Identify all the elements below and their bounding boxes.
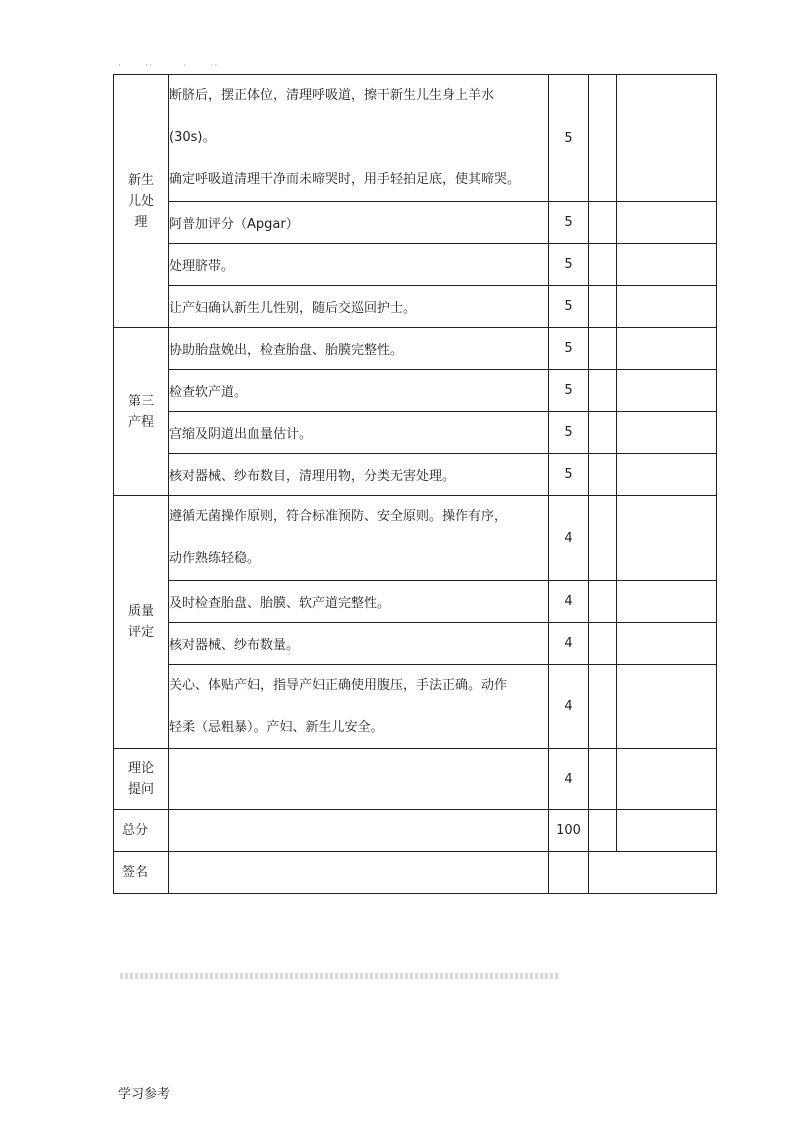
remark-cell — [617, 810, 717, 852]
remark-cell — [617, 665, 717, 749]
item-text: 处理脐带。 — [169, 244, 549, 286]
footer-text: 学习参考 — [118, 1087, 171, 1102]
remark-cell — [617, 286, 717, 328]
header-marks: · ·· · ·· — [118, 61, 219, 71]
section-category: 理论 提问 — [114, 749, 169, 810]
total-blank — [169, 810, 549, 852]
score: 5 — [549, 75, 589, 202]
deduction-cell — [589, 496, 617, 581]
remark-cell — [617, 581, 717, 623]
remark-cell — [617, 412, 717, 454]
deduction-cell — [589, 412, 617, 454]
total-row — [114, 810, 717, 852]
deduction-cell — [589, 328, 617, 370]
deduction-cell — [589, 75, 617, 202]
table-row — [114, 286, 717, 328]
section-category: 第三 产程 — [114, 328, 169, 496]
score: 5 — [549, 412, 589, 454]
signature-score-blank — [549, 852, 589, 894]
score: 5 — [549, 370, 589, 412]
item-text: 阿普加评分（Apgar） — [169, 202, 549, 244]
score: 5 — [549, 328, 589, 370]
table-row — [114, 202, 717, 244]
table-row — [114, 665, 717, 749]
score: 5 — [549, 454, 589, 496]
signature-blank — [169, 852, 549, 894]
table-row — [114, 75, 717, 202]
score: 5 — [549, 244, 589, 286]
score: 4 — [549, 496, 589, 581]
remark-cell — [617, 623, 717, 665]
deduction-cell — [589, 810, 617, 852]
table-row — [114, 412, 717, 454]
remark-cell — [617, 202, 717, 244]
deduction-cell — [589, 665, 617, 749]
faint-watermark-line — [120, 973, 558, 979]
table-row — [114, 581, 717, 623]
deduction-cell — [589, 581, 617, 623]
remark-cell — [617, 454, 717, 496]
remark-cell — [617, 749, 717, 810]
table-row — [114, 496, 717, 581]
signature-row — [114, 852, 717, 894]
total-score: 100 — [549, 810, 589, 852]
total-label: 总分 — [114, 810, 169, 852]
signature-cell — [589, 852, 717, 894]
remark-cell — [617, 244, 717, 286]
deduction-cell — [589, 370, 617, 412]
deduction-cell — [589, 454, 617, 496]
score: 4 — [549, 581, 589, 623]
table-row — [114, 454, 717, 496]
table-row — [114, 749, 717, 810]
deduction-cell — [589, 202, 617, 244]
item-text: 核对器械、纱布数量。 — [169, 623, 549, 665]
item-text: 宫缩及阴道出血量估计。 — [169, 412, 549, 454]
score: 4 — [549, 623, 589, 665]
deduction-cell — [589, 623, 617, 665]
scoring-table — [113, 74, 717, 894]
table-row — [114, 328, 717, 370]
table-row — [114, 370, 717, 412]
table-row — [114, 623, 717, 665]
score: 5 — [549, 202, 589, 244]
deduction-cell — [589, 749, 617, 810]
item-text: 让产妇确认新生儿性别，随后交巡回护士。 — [169, 286, 549, 328]
remark-cell — [617, 496, 717, 581]
score: 4 — [549, 665, 589, 749]
item-text: 检查软产道。 — [169, 370, 549, 412]
score: 5 — [549, 286, 589, 328]
deduction-cell — [589, 286, 617, 328]
item-text: 核对器械、纱布数目，清理用物，分类无害处理。 — [169, 454, 549, 496]
section-category: 新生 儿处 理 — [114, 75, 169, 328]
item-text — [169, 749, 549, 810]
table-row — [114, 244, 717, 286]
signature-label: 签名 — [114, 852, 169, 894]
remark-cell — [617, 370, 717, 412]
item-text: 遵循无菌操作原则，符合标准预防、安全原则。操作有序， 动作熟练轻稳。 — [169, 496, 549, 581]
deduction-cell — [589, 244, 617, 286]
remark-cell — [617, 328, 717, 370]
item-text: 及时检查胎盘、胎膜、软产道完整性。 — [169, 581, 549, 623]
section-category: 质量 评定 — [114, 496, 169, 749]
remark-cell — [617, 75, 717, 202]
item-text: 关心、体贴产妇，指导产妇正确使用腹压，手法正确。动作 轻柔（忌粗暴）。产妇、新生儿安全。 — [169, 665, 549, 749]
score: 4 — [549, 749, 589, 810]
item-text: 断脐后，摆正体位，清理呼吸道，擦干新生儿生身上羊水 (30s)。 确定呼吸道清理干净而未啼哭时，用手轻拍足底，使其啼哭。 — [169, 75, 549, 202]
item-text: 协助胎盘娩出，检查胎盘、胎膜完整性。 — [169, 328, 549, 370]
